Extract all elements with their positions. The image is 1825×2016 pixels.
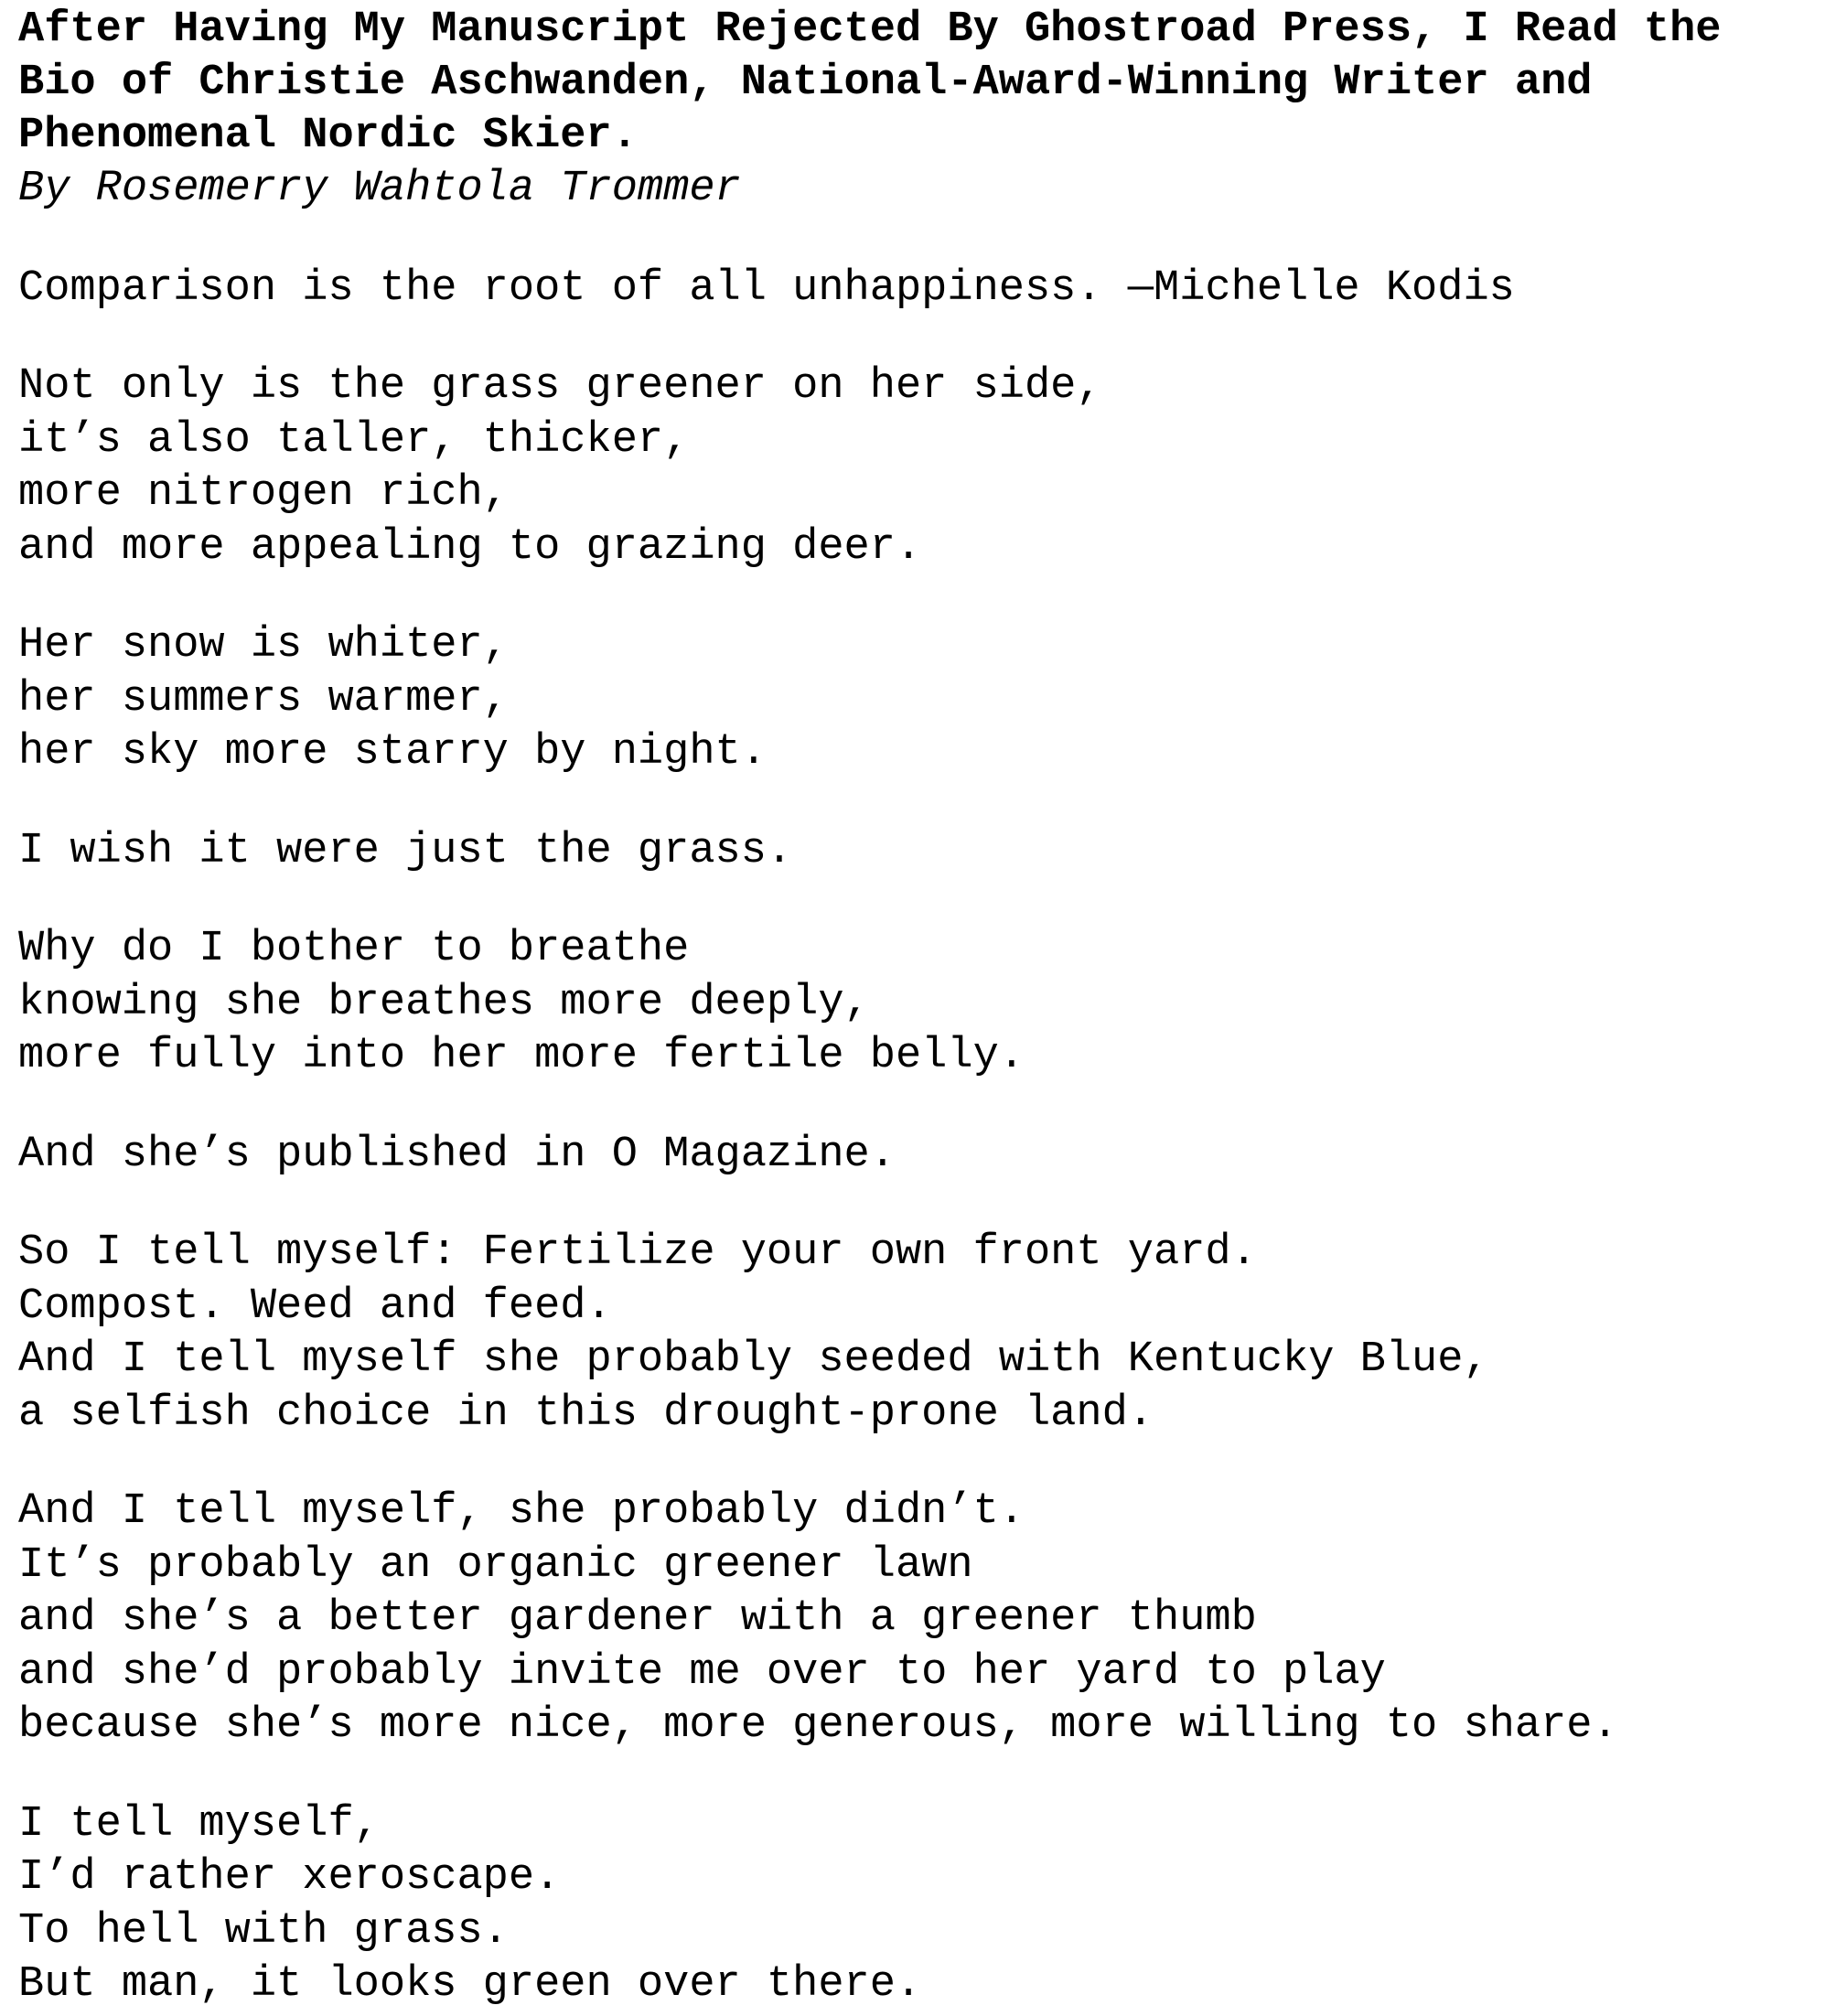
poem-line: But man, it looks green over there. xyxy=(18,1960,922,2009)
stanza xyxy=(18,1485,1811,1753)
poem-line: And I tell myself, she probably didn’t. xyxy=(18,1487,1025,1536)
poem-line: it’s also taller, thicker, xyxy=(18,415,690,465)
stanza xyxy=(18,825,1811,879)
poem-line: because she’s more nice, more generous, more willing to share. xyxy=(18,1701,1618,1750)
poem-line: And she’s published in O Magazine. xyxy=(18,1130,896,1179)
stanza xyxy=(18,1129,1811,1183)
stanza xyxy=(18,923,1811,1084)
poem-line: I wish it were just the grass. xyxy=(18,826,793,875)
poem-line: a selfish choice in this drought-prone land. xyxy=(18,1389,1154,1438)
poem-line: more nitrogen rich, xyxy=(18,469,509,518)
poem-line: Compost. Weed and feed. xyxy=(18,1281,612,1331)
poem-line: knowing she breathes more deeply, xyxy=(18,978,870,1027)
poem-line: and more appealing to grazing deer. xyxy=(18,522,922,572)
title-line: Bio of Christie Aschwanden, National-Award-Winning Writer and xyxy=(18,59,1593,107)
poem-line: Not only is the grass greener on her side, xyxy=(18,362,1102,411)
poem-line: And I tell myself she probably seeded with Kentucky Blue, xyxy=(18,1335,1489,1384)
poem-line: Why do I bother to breathe xyxy=(18,925,690,973)
stanza xyxy=(18,1798,1811,2012)
poem-line: her sky more starry by night. xyxy=(18,728,767,777)
epigraph: Comparison is the root of all unhappiness. —Michelle Kodis xyxy=(18,264,1515,313)
poem-line: So I tell myself: Fertilize your own front yard. xyxy=(18,1228,1257,1277)
poem-line: I’d rather xeroscape. xyxy=(18,1853,561,1902)
poem-line: her summers warmer, xyxy=(18,674,509,724)
poem-title xyxy=(18,4,1811,163)
stanza xyxy=(18,619,1811,780)
title-line: Phenomenal Nordic Skier. xyxy=(18,112,638,160)
byline: By Rosemerry Wahtola Trommer xyxy=(18,165,741,213)
title-line: After Having My Manuscript Rejected By Ghostroad Press, I Read the xyxy=(18,5,1722,54)
poem-line: more fully into her more fertile belly. xyxy=(18,1032,1025,1080)
poem-page xyxy=(18,4,1811,2012)
poem-line: Her snow is whiter, xyxy=(18,621,509,670)
poem-line: I tell myself, xyxy=(18,1799,380,1849)
stanza xyxy=(18,360,1811,574)
poem-line: To hell with grass. xyxy=(18,1906,509,1956)
poem-line: and she’s a better gardener with a greener thumb xyxy=(18,1594,1257,1643)
stanza xyxy=(18,1227,1811,1441)
poem-line: It’s probably an organic greener lawn xyxy=(18,1540,973,1590)
poem-line: and she’d probably invite me over to her yard to play xyxy=(18,1647,1386,1697)
